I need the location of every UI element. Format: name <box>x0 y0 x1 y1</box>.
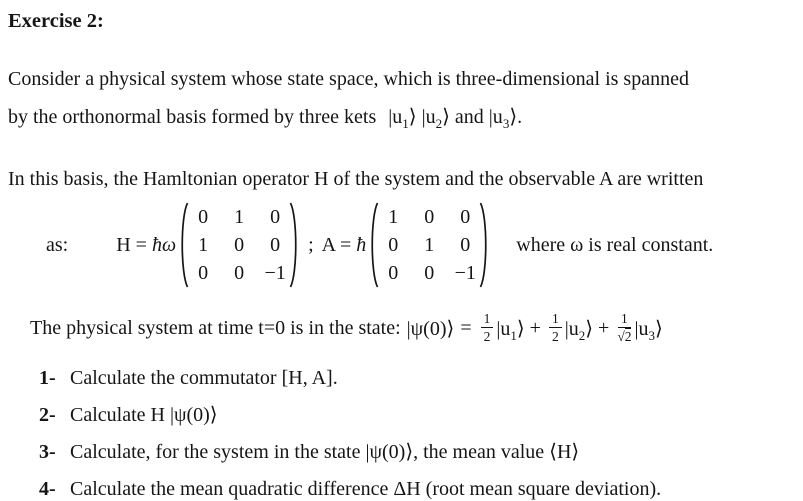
ket-u3-sub: 3 <box>648 327 655 343</box>
ket-u2-rangle: ⟩ <box>585 317 594 340</box>
ket-u2-sub: 2 <box>578 327 586 343</box>
ket-u1 <box>388 106 417 131</box>
h-matrix-cell: −1 <box>264 261 286 284</box>
ket-u1-rangle: ⟩ <box>516 317 525 340</box>
state-ket-u1 <box>496 316 524 341</box>
h-matrix-cell: 0 <box>270 205 281 228</box>
ket-u3-bar: |u <box>488 106 503 128</box>
initial-state-line <box>30 304 793 352</box>
h-coefficient: ħω <box>151 233 177 256</box>
a-matrix-cell: 0 <box>460 233 471 256</box>
intro-line-1: Consider a physical system whose state space, which is three-dimensional is spanned <box>8 68 689 90</box>
a-matrix-cell: −1 <box>454 261 476 284</box>
h-matrix <box>178 201 300 289</box>
h-matrix-cell: 0 <box>234 233 245 256</box>
paren-right-icon <box>289 201 300 289</box>
ket-u3-rangle: ⟩ <box>509 106 518 128</box>
intro-paragraph <box>8 60 793 136</box>
intro-line-2 <box>8 98 793 136</box>
a-matrix-cell: 1 <box>424 233 435 256</box>
ket-u1-bar: |u <box>388 106 403 128</box>
h-matrix-cell: 0 <box>198 261 209 284</box>
ket-u1-sub: 1 <box>402 116 409 131</box>
plus-operator: + <box>598 316 610 339</box>
ket-u2-bar: |u <box>564 317 579 340</box>
a-equals: A = <box>321 233 352 256</box>
and-word: and <box>454 106 484 128</box>
question-item-2 <box>8 403 793 428</box>
period: . <box>517 106 523 128</box>
ket-u3-bar: |u <box>634 317 649 340</box>
a-matrix-grid <box>379 204 479 287</box>
a-matrix-cell: 0 <box>388 233 399 256</box>
psi-ket: |ψ(0)⟩ <box>406 317 455 340</box>
a-matrix <box>368 201 490 289</box>
paren-left-icon <box>368 201 379 289</box>
ket-u3-rangle: ⟩ <box>655 317 663 340</box>
fraction-one-half <box>549 311 562 345</box>
fraction-numerator: 1 <box>481 311 494 328</box>
h-equals: H = <box>116 233 147 256</box>
state-ket-u2 <box>565 316 593 341</box>
question-number: 3- <box>39 441 56 463</box>
state-prefix: The physical system at time t=0 is in the state: <box>30 316 401 339</box>
exercise-title: Exercise 2: <box>8 10 104 32</box>
fraction-denominator <box>617 328 631 345</box>
radicand: 2 <box>624 329 632 345</box>
state-equals: = <box>460 316 472 339</box>
ket-u3 <box>488 106 518 131</box>
fraction-numerator: 1 <box>618 311 631 328</box>
radical-sign: √ <box>617 329 625 345</box>
hamiltonian-equation-row <box>8 198 793 292</box>
ket-u2-bar: |u <box>421 106 436 128</box>
a-matrix-cell: 0 <box>460 205 471 228</box>
question-item-1 <box>8 366 793 391</box>
fraction-denominator: 2 <box>551 329 559 345</box>
plus-operator: + <box>529 316 541 339</box>
question-text: Calculate H |ψ(0)⟩ <box>70 404 218 426</box>
h-matrix-cell: 0 <box>234 261 245 284</box>
ket-u2 <box>421 106 450 131</box>
ket-u2-rangle: ⟩ <box>442 106 450 128</box>
paren-left-icon <box>178 201 189 289</box>
h-matrix-cell: 1 <box>198 233 209 256</box>
question-number: 4- <box>39 478 56 500</box>
omega-constant-note: where ω is real constant. <box>516 233 714 256</box>
a-matrix-cell: 0 <box>388 261 399 284</box>
ket-u1-sub: 1 <box>510 327 517 343</box>
question-item-4 <box>8 477 793 501</box>
a-matrix-cell: 1 <box>388 205 399 228</box>
question-list <box>8 366 793 501</box>
a-coefficient: ħ <box>356 233 367 256</box>
ket-u2-sub: 2 <box>435 116 443 131</box>
ket-u1-bar: |u <box>496 317 511 340</box>
fraction-one-over-sqrt2 <box>617 311 631 345</box>
equation-separator: ; <box>308 233 314 256</box>
question-text: Calculate, for the system in the state |ψ(0)⟩, the mean value ⟨H⟩ <box>70 441 580 463</box>
a-matrix-cell: 0 <box>424 205 435 228</box>
fraction-numerator: 1 <box>549 311 562 328</box>
question-text: Calculate the mean quadratic difference ΔH (root mean square deviation). <box>70 478 662 500</box>
h-matrix-cell: 0 <box>270 233 281 256</box>
as-label: as: <box>46 233 69 256</box>
question-text: Calculate the commutator [H, A]. <box>70 367 338 389</box>
question-item-3 <box>8 440 793 465</box>
a-matrix-cell: 0 <box>424 261 435 284</box>
question-number: 2- <box>39 404 56 426</box>
paren-right-icon <box>479 201 490 289</box>
intro-line-2-text: by the orthonormal basis formed by three kets <box>8 106 377 128</box>
question-number: 1- <box>39 367 56 389</box>
fraction-denominator: 2 <box>483 329 491 345</box>
state-ket-u3 <box>634 316 662 341</box>
ket-u3-sub: 3 <box>502 116 510 131</box>
h-matrix-cell: 1 <box>234 205 245 228</box>
fraction-one-half <box>481 311 494 345</box>
basis-paragraph: In this basis, the Hamltonian operator H of the system and the observable A are written <box>8 168 704 190</box>
ket-u1-rangle: ⟩ <box>408 106 417 128</box>
h-matrix-cell: 0 <box>198 205 209 228</box>
h-matrix-grid <box>189 204 289 287</box>
